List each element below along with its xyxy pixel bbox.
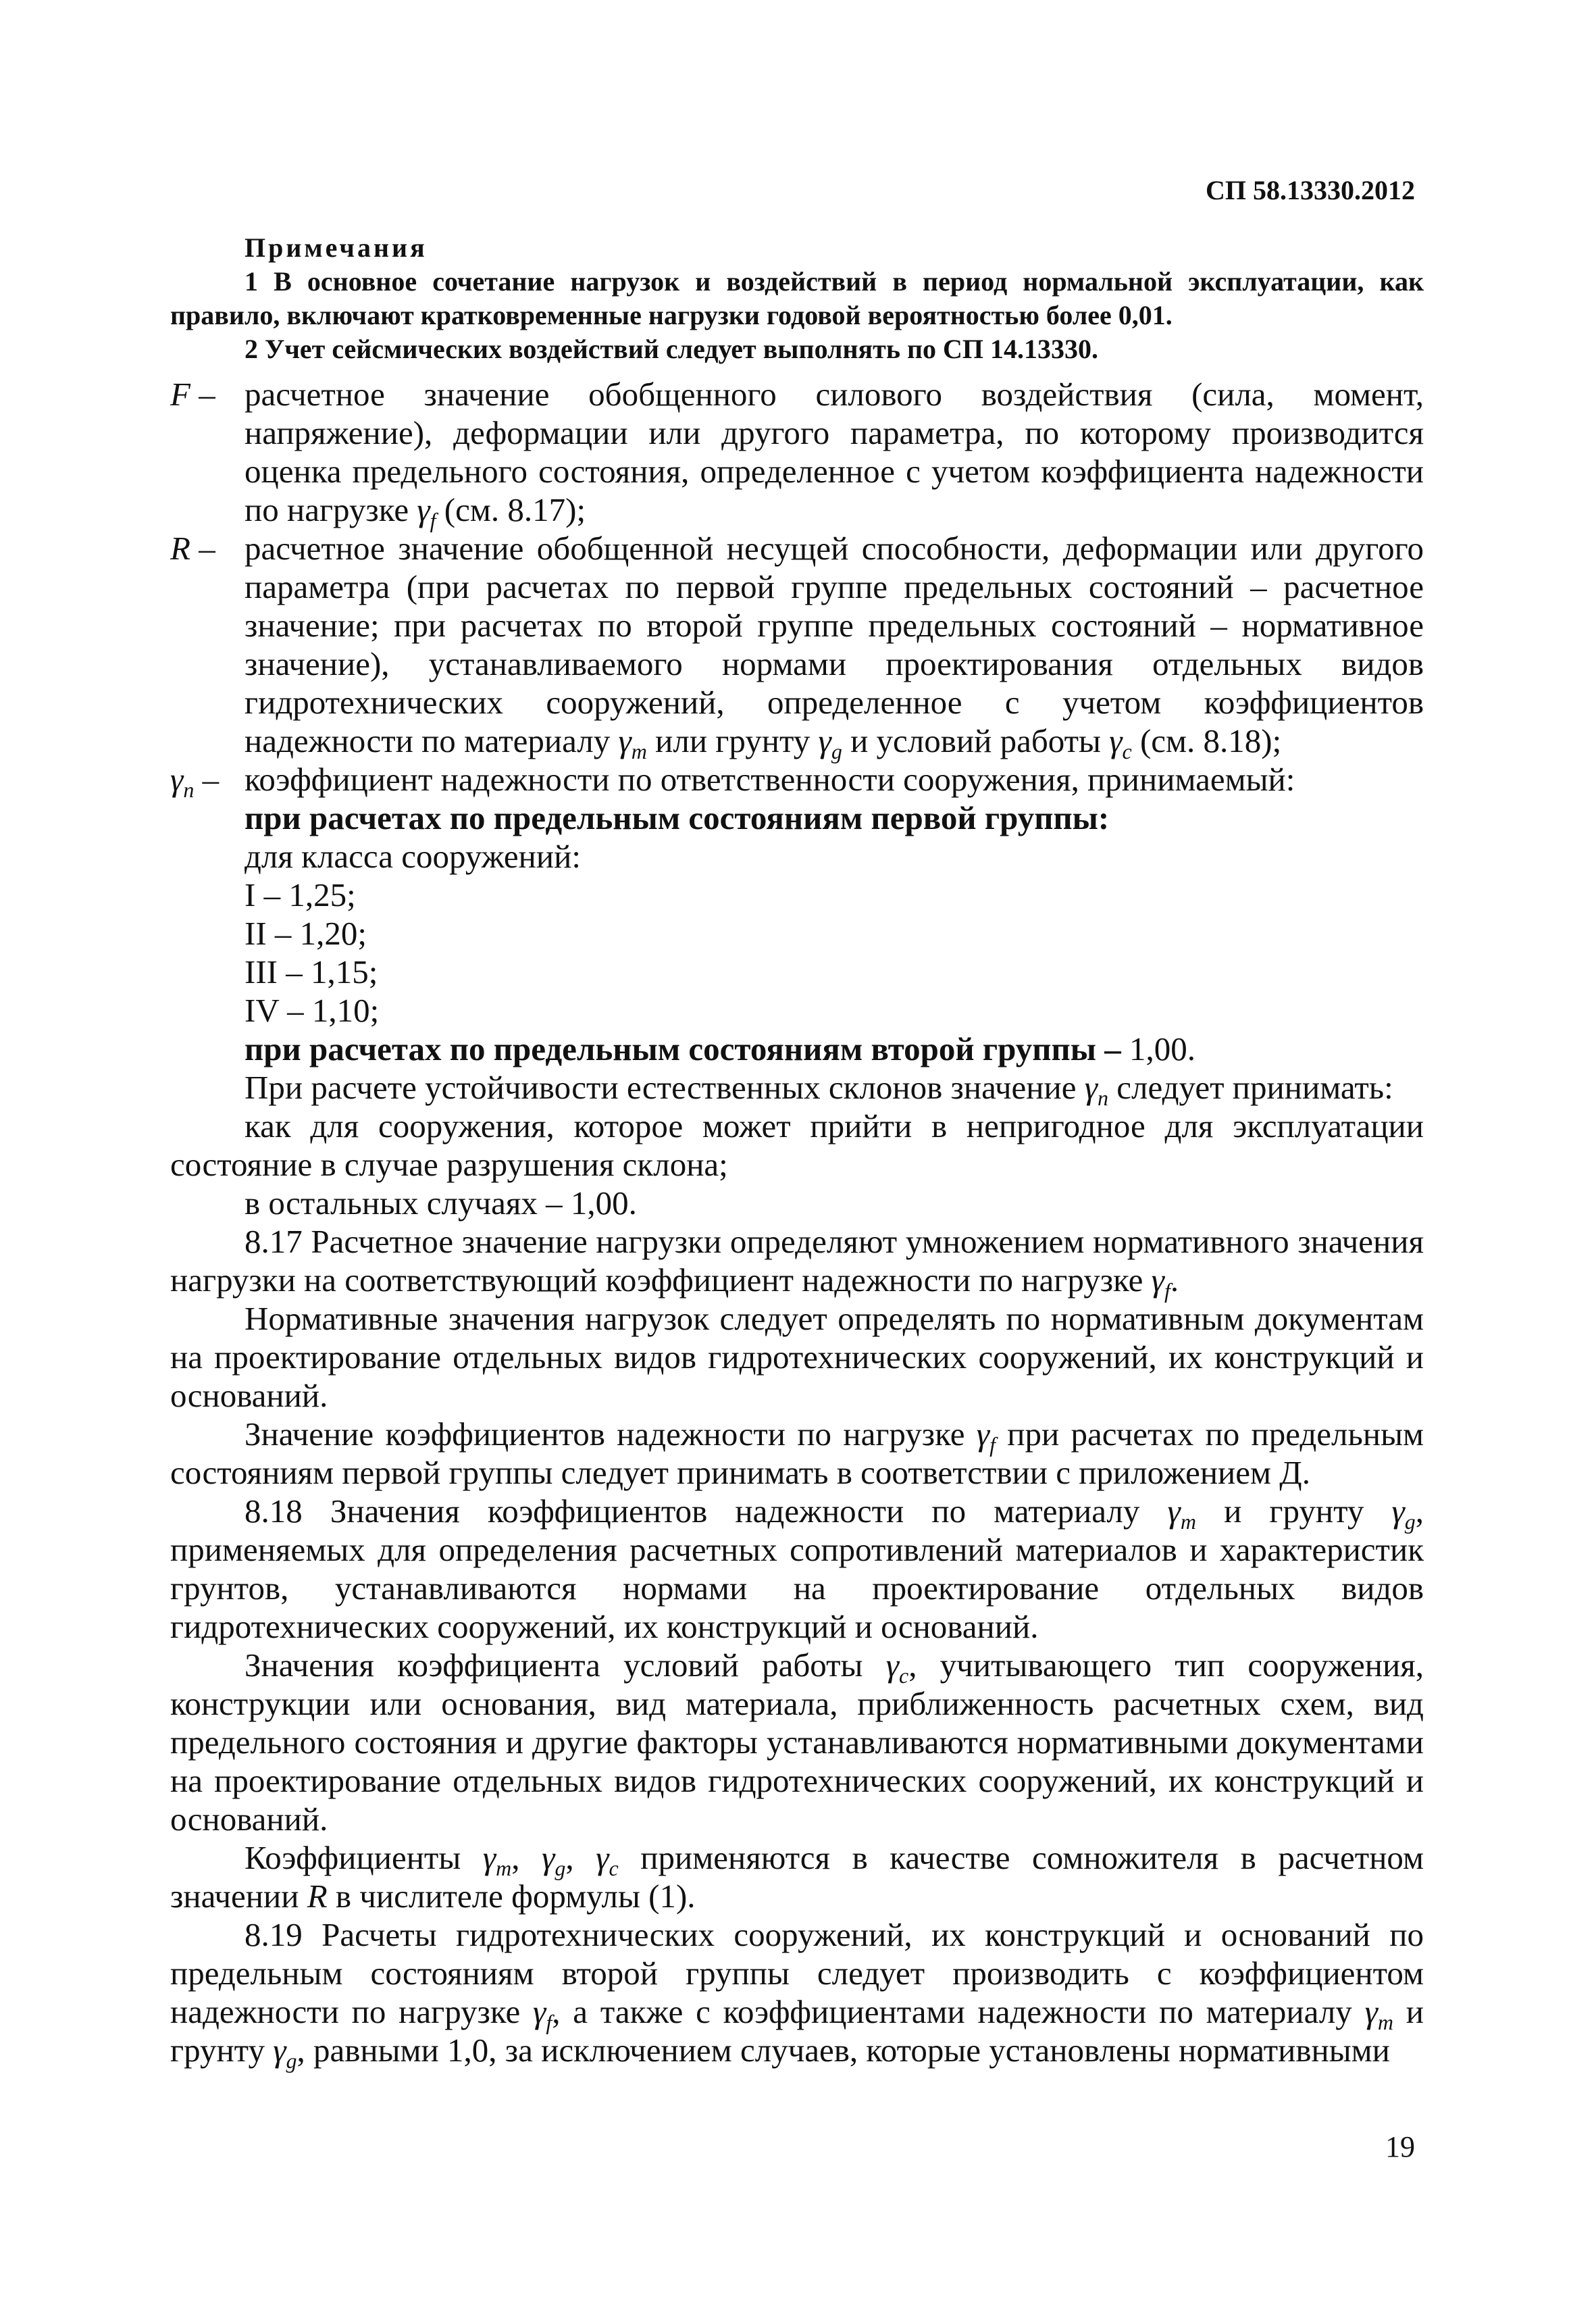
notes-title: Примечания (244, 232, 428, 263)
gamma-symbol: γ (542, 1839, 555, 1876)
paragraph: Нормативные значения нагрузок следует определять по нормативным документам на проектирование отдельных видов гидротехнических сооружений, их конструкций и оснований. (170, 1300, 1424, 1414)
symbol-r: R (170, 530, 190, 567)
definition-tail: (см. 8.17); (444, 491, 586, 528)
gamma-symbol: γ (885, 1646, 900, 1684)
gamma-symbol: γ (1391, 1492, 1405, 1530)
paragraph: 8.17 Расчетное значение нагрузки определяют умножением нормативного значения нагрузки на соответствующий коэффициент надежности по нагрузке $\gamma_f$. (170, 1223, 1424, 1303)
gamma-subscript: m (1180, 1509, 1196, 1534)
gamma-subscript: c (1122, 739, 1132, 763)
gamma-symbol: γ (1109, 722, 1123, 759)
bold-heading: при расчетах по предельным состояниям второй группы – (244, 1030, 1121, 1067)
definitions-block (170, 375, 1424, 2073)
gamma-subscript: c (899, 1663, 909, 1688)
paragraph: Значения коэффициента условий работы $\gamma_c$, учитывающего тип сооружения, конструкции или основания, вид материала, приближенность расчетных схем, вид предельного состояния и другие факторы устанавливаются нормативными документами на проектирование отдельных видов гидротехнических сооружений, их конструкций и оснований. (170, 1646, 1424, 1838)
paragraph: 8.19 Расчеты гидротехнических сооружений, их конструкций и оснований по предельным состояниям второй группы следует производить с коэффициентом надежности по нагрузке $\gamma_f$, а также с коэффициентами надежности по материалу $\gamma_m$ и грунту $\gamma_g$, равными 1,0, за исключением случаев, которые установлены нормативными (170, 1916, 1424, 2073)
dash: – (199, 376, 215, 413)
gamma-symbol: γ (818, 722, 831, 759)
gamma-symbol: γ (1364, 1993, 1378, 2030)
gamma-subscript: n (1098, 1086, 1109, 1110)
gamma-symbol: γ (1151, 1261, 1164, 1299)
paragraph: Значение коэффициентов надежности по нагрузке $\gamma_f$ при расчетах по предельным состояниям первой группы следует принимать в соответствии с приложением Д. (170, 1415, 1424, 1491)
gamma-subscript: g (555, 1856, 566, 1880)
paragraph: в остальных случаях – 1,00. (244, 1184, 637, 1222)
bold-heading: при расчетах по предельным состояниям первой группы: (244, 799, 1110, 836)
gamma-subscript: g (1404, 1509, 1416, 1534)
symbol-r: R (307, 1878, 328, 1915)
definition-gamma-n: $\gamma_n$ – коэффициент надежности по ответственности сооружения, принимаемый: при расчетах по предельным состояниям первой группы: для класса сооружений: I – 1,25; II – 1,20; III – 1,15; IV – 1,10; при расчетах по предельным состояниям второй группы – 1,00. (170, 760, 1424, 1068)
gamma-symbol: γ (596, 1839, 609, 1876)
gamma-subscript: m (496, 1856, 512, 1880)
definition-text: расчетное значение обобщенной несущей способности, деформации или другого параметра (при расчетах по первой группе предельных состояний – расчетное значение; при расчетах по второй группе предельных состояний – нормативное значение), устанавливаемого нормами проектирования отдельных видов гидротехнических сооружений, определенное с учетом коэффициентов надежности по материалу (244, 530, 1424, 759)
gamma-subscript: m (631, 739, 647, 763)
definition-text: коэффициент надежности по ответственности сооружения, принимаемый: (244, 761, 1295, 798)
note-item: 1 В основное сочетание нагрузок и воздействий в период нормальной эксплуатации, как правило, включают кратковременные нагрузки годовой вероятностью более 0,01. (170, 266, 1424, 330)
notes-block (170, 231, 1424, 366)
symbol-f: F (170, 376, 190, 413)
gamma-symbol: γ (1167, 1492, 1181, 1530)
gamma-symbol: γ (170, 761, 184, 798)
gamma-subscript: f (546, 2010, 552, 2034)
dash: – (199, 530, 215, 567)
paragraph: При расчете устойчивости естественных склонов значение $\gamma_n$ следует принимать: (244, 1069, 1393, 1110)
paragraph: 8.18 Значения коэффициентов надежности по материалу $\gamma_m$ и грунту $\gamma_g$, применяемых для определения расчетных сопротивлений материалов и характеристик грунтов, устанавливаются нормами на проектирование отдельных видов гидротехнических сооружений, их конструкций и оснований. (170, 1492, 1424, 1645)
class-value: II – 1,20; (244, 915, 367, 952)
definition-f (170, 375, 1424, 532)
paragraph: Коэффициенты $\gamma_m$, $\gamma_g$, $\gamma_c$ применяются в качестве сомножителя в расчетном значении R в числителе формулы (1). (170, 1839, 1424, 1915)
definition-text: расчетное значение обобщенного силового воздействия (сила, момент, напряжение), деформации или другого параметра, по которому производится оценка предельного состояния, определенное с учетом коэффициента надежности по нагрузке (244, 376, 1424, 528)
paragraph: как для сооружения, которое может прийти в непригодное для эксплуатации состояние в случае разрушения склона; (170, 1107, 1424, 1183)
gamma-symbol: γ (1084, 1069, 1098, 1106)
gamma-symbol: γ (273, 2032, 286, 2069)
gamma-symbol: γ (417, 491, 430, 528)
gamma-subscript: n (183, 778, 195, 802)
gamma-subscript: g (286, 2048, 297, 2073)
gamma-subscript: g (831, 739, 842, 763)
class-label: для класса сооружений: (244, 838, 581, 875)
gamma-symbol: γ (976, 1415, 990, 1453)
class-value: III – 1,15; (244, 953, 378, 990)
definition-tail: (см. 8.18); (1139, 722, 1282, 759)
gamma-symbol: γ (533, 1993, 546, 2030)
dash: – (202, 761, 220, 798)
class-value: IV – 1,10; (244, 992, 380, 1029)
note-item: 2 Учет сейсмических воздействий следует выполнять по СП 14.13330. (244, 334, 1099, 364)
gamma-symbol: γ (618, 722, 632, 759)
gamma-subscript: m (1377, 2010, 1393, 2034)
gamma-subscript: f (989, 1432, 996, 1457)
page-number: 19 (1385, 2130, 1415, 2163)
gamma-subscript: c (609, 1856, 619, 1880)
definition-r: R – расчетное значение обобщенной несущей способности, деформации или другого параметра (при расчетах по первой группе предельных состояний – расчетное значение; при расчетах по второй группе предельных состояний – нормативное значение), устанавливаемого нормами проектирования отдельных видов гидротехнических сооружений, определенное с учетом коэффициентов надежности по материалу $\gamma_m$ или грунту $\gamma_g$ и условий работы $\gamma_c$ (см. 8.18); (170, 530, 1424, 763)
gamma-subscript: f (1164, 1278, 1170, 1303)
gamma-subscript: f (430, 508, 436, 532)
gamma-symbol: γ (482, 1839, 496, 1876)
document-code: СП 58.13330.2012 (1206, 175, 1415, 205)
class-value: I – 1,25; (244, 876, 356, 913)
